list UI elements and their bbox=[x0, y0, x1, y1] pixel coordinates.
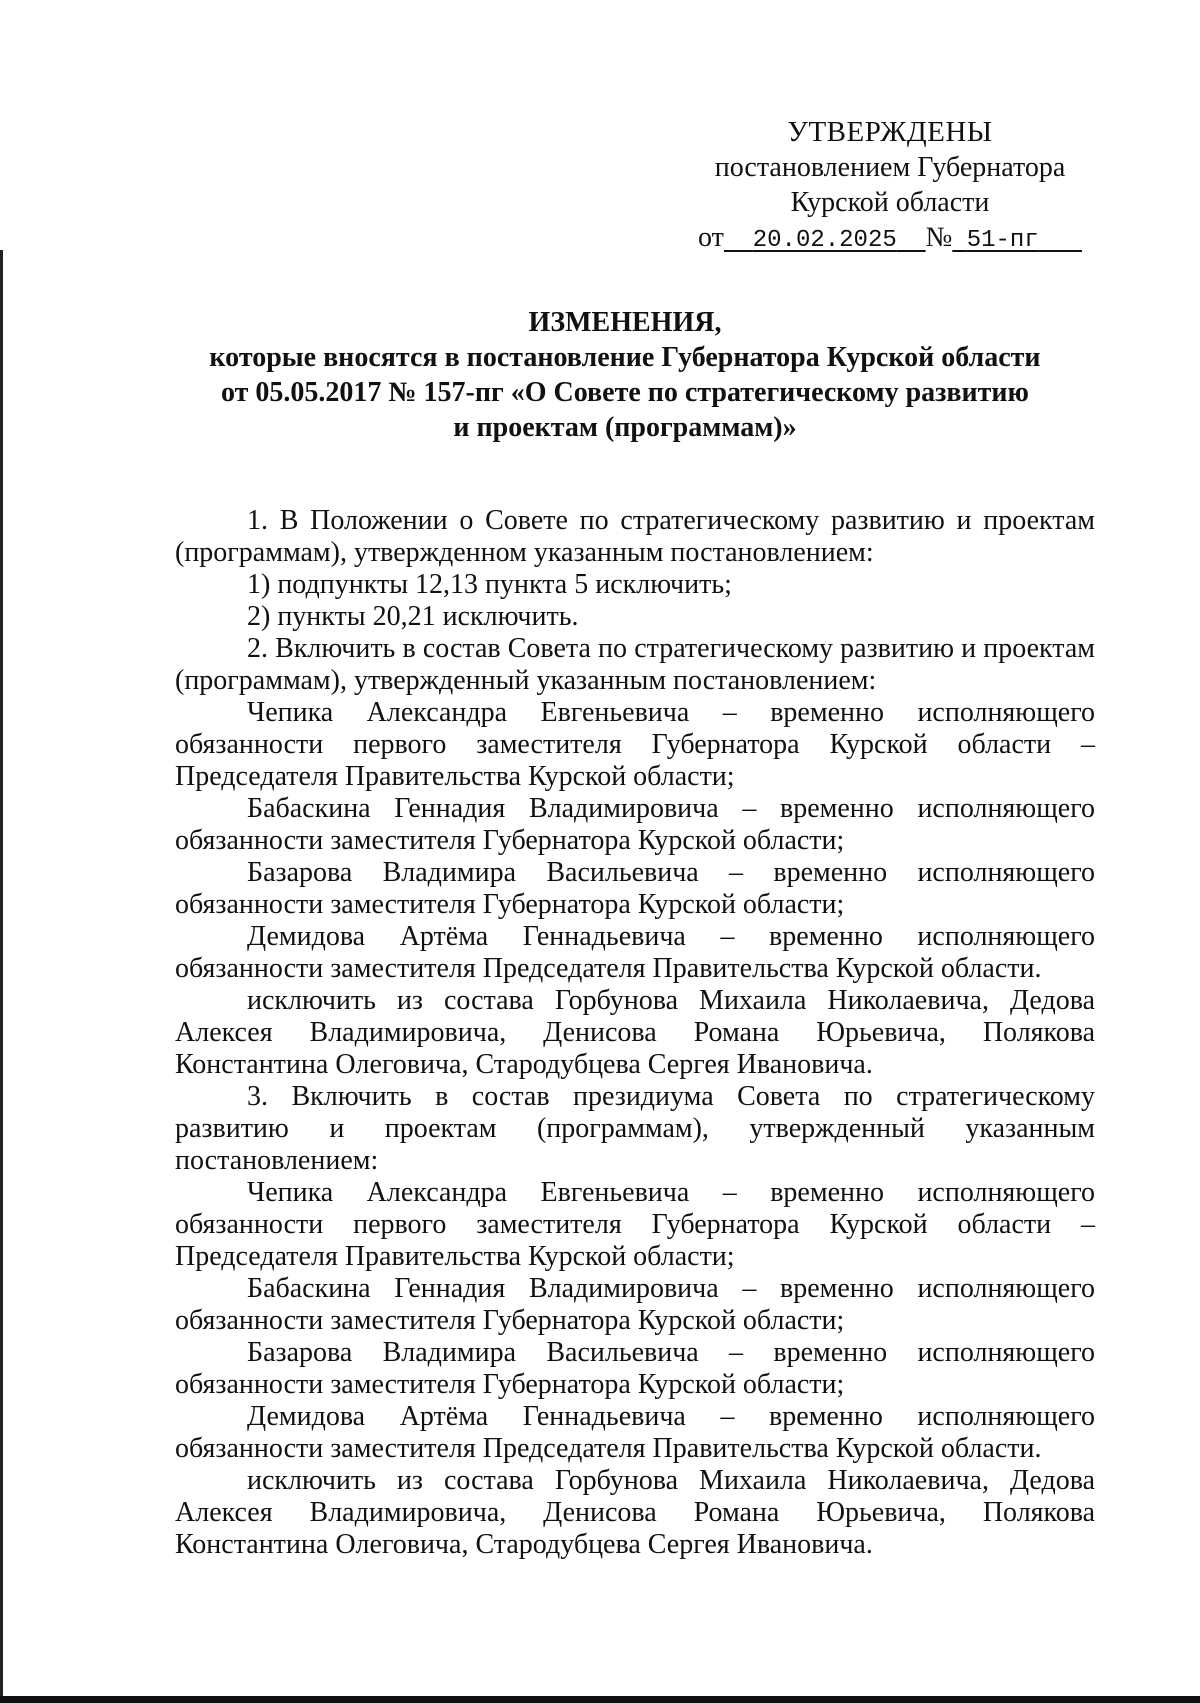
approval-date-text: 20.02.2025 bbox=[752, 227, 897, 254]
paragraph-8: Демидова Артёма Геннадьевича – временно исполняющего обязанности заместителя Председателя Правительства Курской области. bbox=[175, 921, 1095, 984]
paragraph-9: исключить из состава Горбунова Михаила Николаевича, Дедова Алексея Владимировича, Денисова Романа Юрьевича, Полякова Константина Олеговича, Стародубцева Сергея Ивановича. bbox=[175, 985, 1095, 1080]
paragraph-7: Базарова Владимира Васильевича – временно исполняющего обязанности заместителя Губернатора Курской области; bbox=[175, 857, 1095, 920]
document-title bbox=[160, 305, 1090, 445]
title-line-1: которые вносятся в постановление Губернатора Курской области bbox=[209, 342, 1041, 373]
paragraph-6: Бабаскина Геннадия Владимировича – временно исполняющего обязанности заместителя Губернатора Курской области; bbox=[175, 793, 1095, 856]
paragraph-3: 2) пункты 20,21 исключить. bbox=[247, 601, 579, 632]
approval-heading: УТВЕРЖДЕНЫ bbox=[787, 116, 993, 148]
scan-bottom-edge bbox=[0, 1696, 1200, 1703]
approval-number-value bbox=[952, 227, 1082, 254]
paragraph-11: Чепика Александра Евгеньевича – временно исполняющего обязанности первого заместителя Губернатора Курской области – Председателя Правительства Курской области; bbox=[175, 1177, 1095, 1272]
paragraph-12: Бабаскина Геннадия Владимировича – временно исполняющего обязанности заместителя Губернатора Курской области; bbox=[175, 1273, 1095, 1336]
paragraph-1: 1. В Положении о Совете по стратегическому развитию и проектам (программам), утвержденном указанным постановлением: bbox=[175, 505, 1095, 568]
paragraph-5: Чепика Александра Евгеньевича – временно исполняющего обязанности первого заместителя Губернатора Курской области – Председателя Правительства Курской области; bbox=[175, 697, 1095, 792]
approval-date-value bbox=[724, 227, 926, 254]
title-line-2: от 05.05.2017 № 157-пг «О Совете по стратегическому развитию bbox=[221, 377, 1029, 408]
approval-number-prefix: № bbox=[925, 222, 953, 253]
paragraph-2: 1) подпункты 12,13 пункта 5 исключить; bbox=[247, 569, 732, 600]
document-body bbox=[175, 505, 1095, 1561]
approval-number-text: 51-пг bbox=[966, 227, 1039, 254]
approval-line-2: Курской области bbox=[790, 187, 990, 218]
approval-line-1: постановлением Губернатора bbox=[714, 152, 1066, 183]
title-line-3: и проектам (программам)» bbox=[453, 412, 797, 443]
paragraph-13: Базарова Владимира Васильевича – временно исполняющего обязанности заместителя Губернатора Курской области; bbox=[175, 1337, 1095, 1400]
scan-left-edge bbox=[0, 250, 3, 1700]
paragraph-10: 3. Включить в состав президиума Совета по стратегическому развитию и проектам (программам), утвержденный указанным постановлением: bbox=[175, 1081, 1095, 1176]
approval-date-line bbox=[690, 220, 1090, 258]
approval-stamp bbox=[690, 115, 1090, 258]
title-main: ИЗМЕНЕНИЯ, bbox=[528, 307, 722, 338]
approval-date-prefix: от bbox=[698, 222, 724, 253]
paragraph-15: исключить из состава Горбунова Михаила Николаевича, Дедова Алексея Владимировича, Денисова Романа Юрьевича, Полякова Константина Олеговича, Стародубцева Сергея Ивановича. bbox=[175, 1465, 1095, 1560]
paragraph-14: Демидова Артёма Геннадьевича – временно исполняющего обязанности заместителя Председателя Правительства Курской области. bbox=[175, 1401, 1095, 1464]
paragraph-4: 2. Включить в состав Совета по стратегическому развитию и проектам (программам), утвержденный указанным постановлением: bbox=[175, 633, 1095, 696]
